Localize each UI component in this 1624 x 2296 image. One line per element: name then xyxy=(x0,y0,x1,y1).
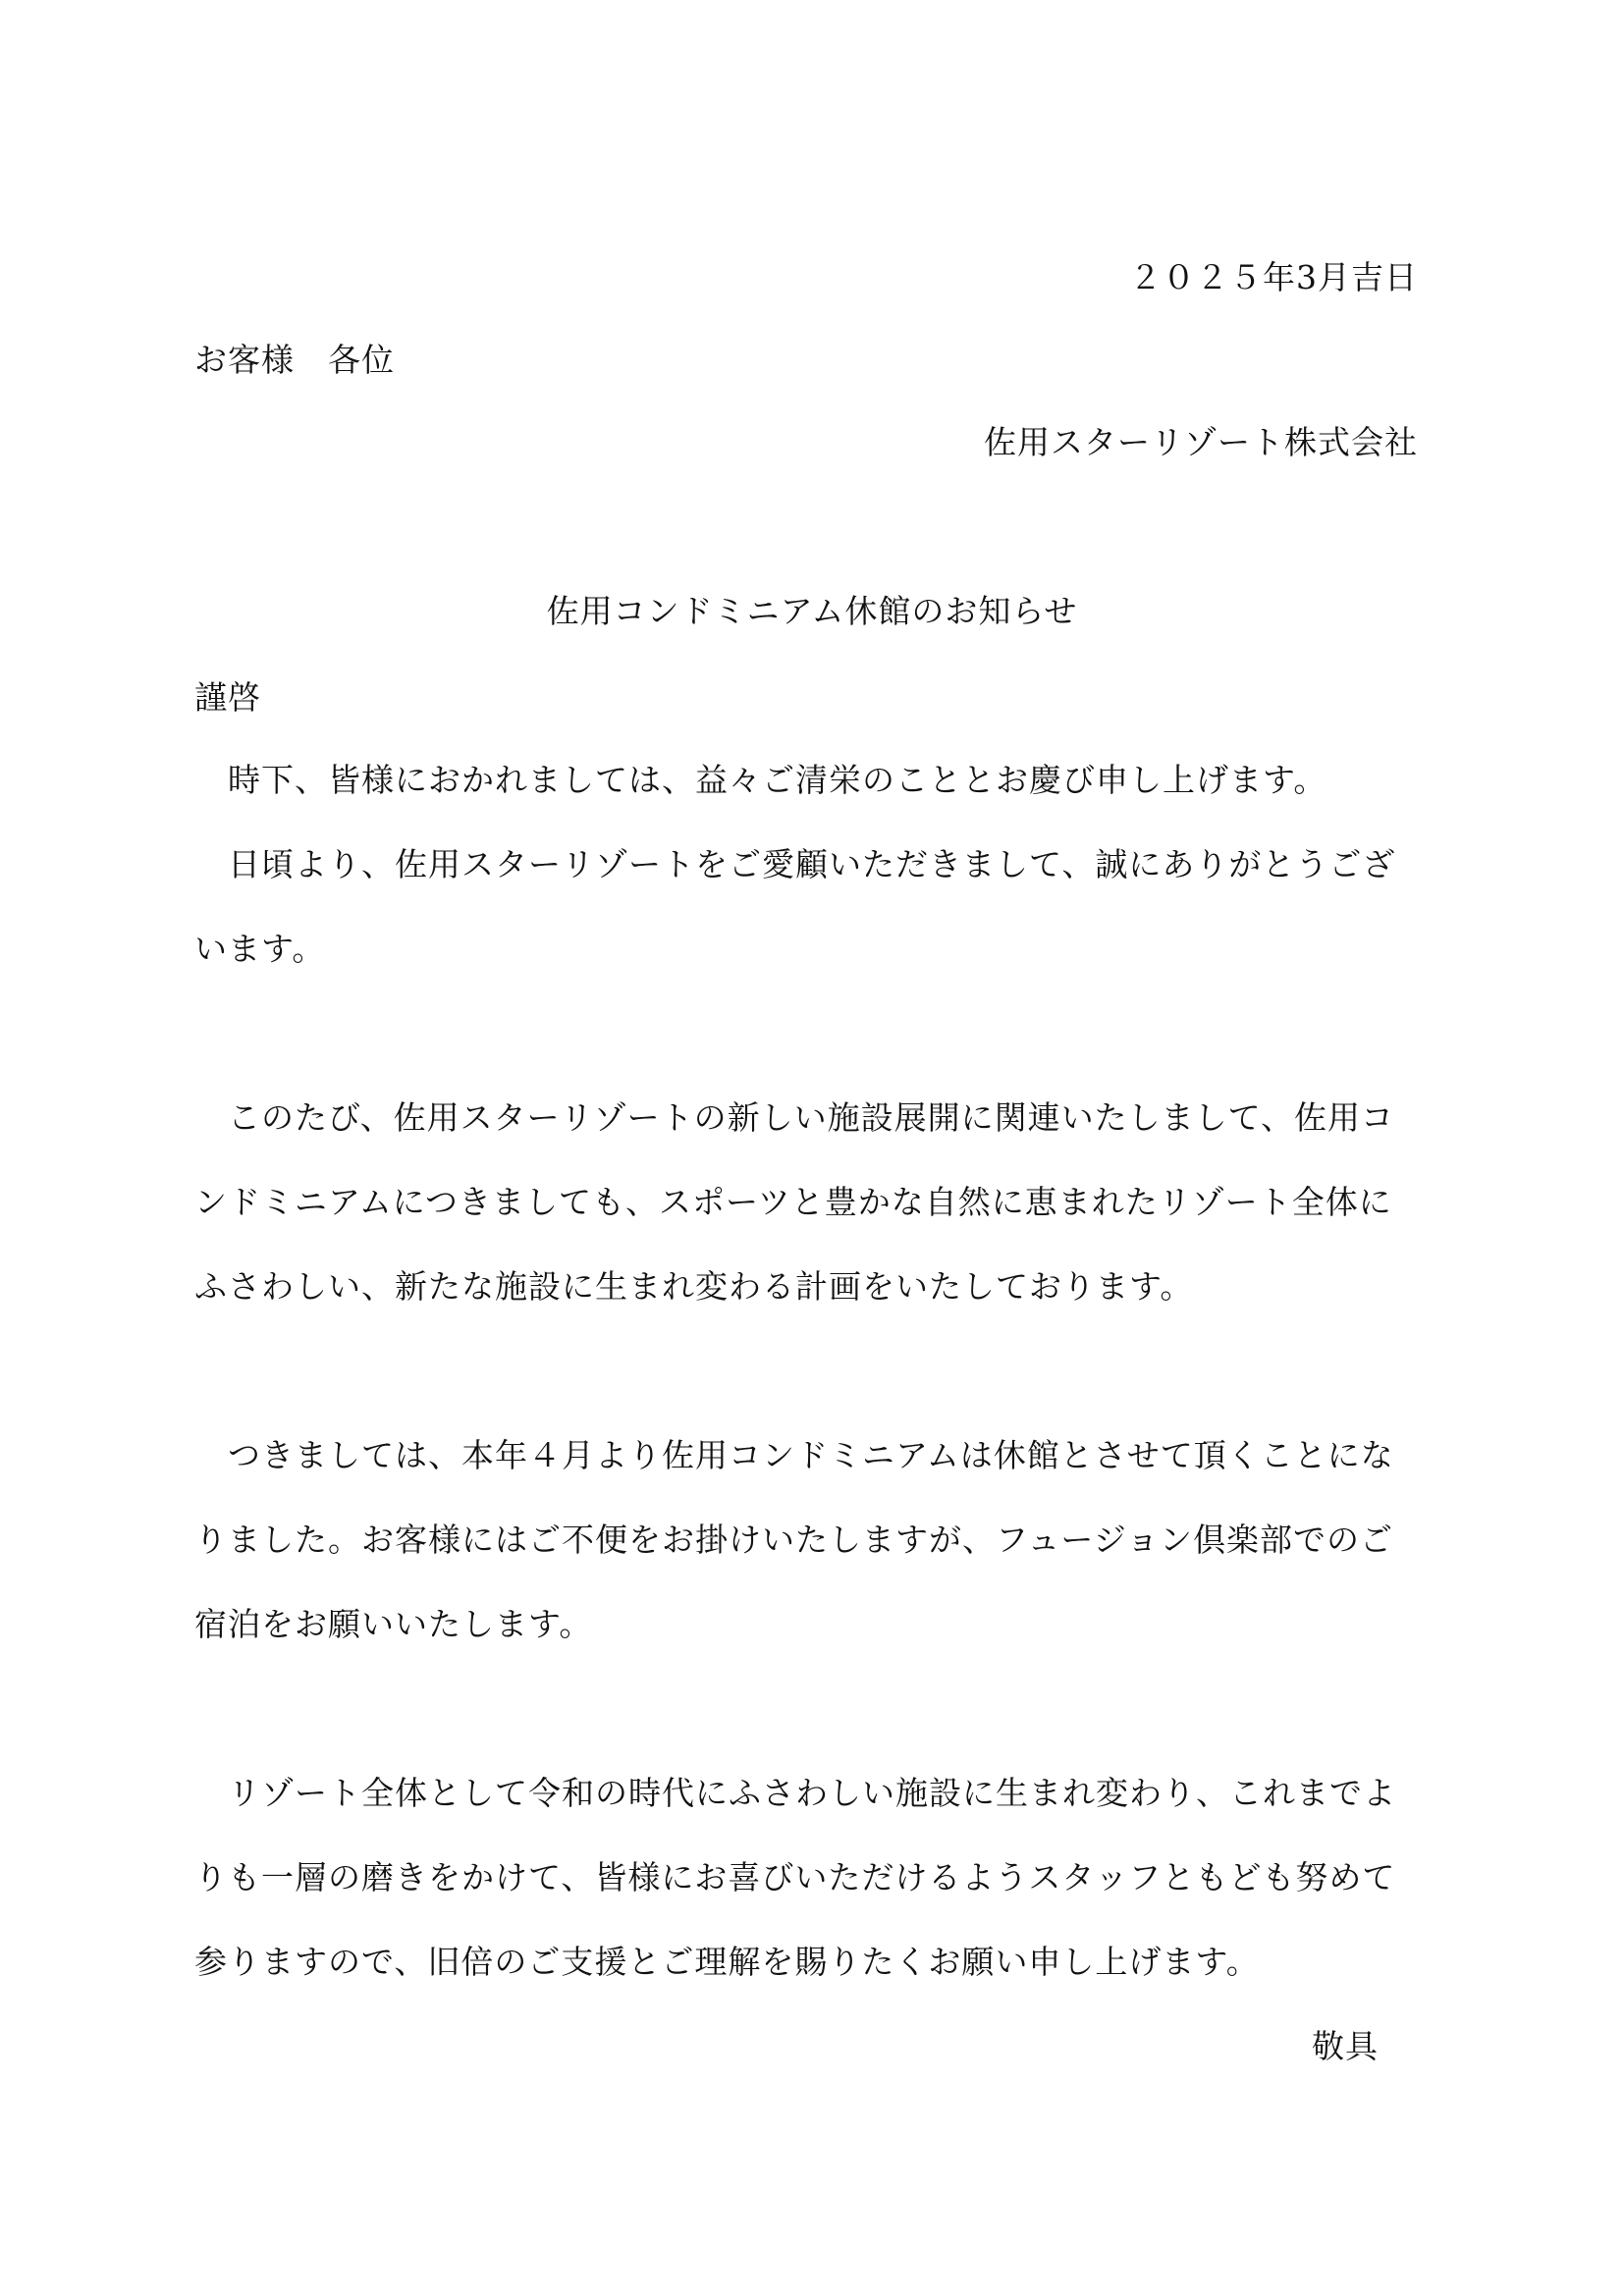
addressee: お客様 各位 xyxy=(194,341,395,379)
letter-date: ２０２５年3月吉日 xyxy=(1129,258,1418,296)
paragraph-2-line-3: ふさわしい、新たな施設に生まれ変わる計画をいたしております。 xyxy=(194,1267,1194,1306)
paragraph-1-line-1: 時下、皆様におかれましては、益々ご清栄のこととお慶び申し上げます。 xyxy=(194,761,1327,799)
paragraph-2-line-2: ンドミニアムにつきましても、スポーツと豊かな自然に恵まれたリゾート全体に xyxy=(194,1183,1392,1221)
closing-salutation: 敬具 xyxy=(1312,2027,1379,2065)
paragraph-2-line-1: このたび、佐用スターリゾートの新しい施設展開に関連いたしまして、佐用コ xyxy=(194,1098,1395,1137)
opening-salutation: 謹啓 xyxy=(194,678,261,717)
paragraph-4-line-3: 参りますので、旧倍のご支援とご理解を賜りたくお願い申し上げます。 xyxy=(194,1943,1260,1981)
paragraph-1-line-2: 日頃より、佐用スターリゾートをご愛顧いただきまして、誠にありがとうござ xyxy=(194,845,1396,883)
paragraph-1-line-3: います。 xyxy=(194,930,326,968)
paragraph-4-line-2: りも一層の磨きをかけて、皆様にお喜びいただけるようスタッフともども努めて xyxy=(194,1858,1396,1896)
paragraph-4-line-1: リゾート全体として令和の時代にふさわしい施設に生まれ変わり、これまでよ xyxy=(194,1774,1396,1812)
paragraph-3-line-1: つきましては、本年４月より佐用コンドミニアムは休館とさせて頂くことにな xyxy=(194,1436,1394,1474)
sender-company: 佐用スターリゾート株式会社 xyxy=(984,423,1418,461)
paragraph-3-line-2: りました。お客様にはご不便をお掛けいたしますが、フュージョン倶楽部でのご xyxy=(194,1521,1394,1559)
letter-title: 佐用コンドミニアム休館のお知らせ xyxy=(546,592,1078,630)
paragraph-3-line-3: 宿泊をお願いいたします。 xyxy=(194,1605,593,1643)
